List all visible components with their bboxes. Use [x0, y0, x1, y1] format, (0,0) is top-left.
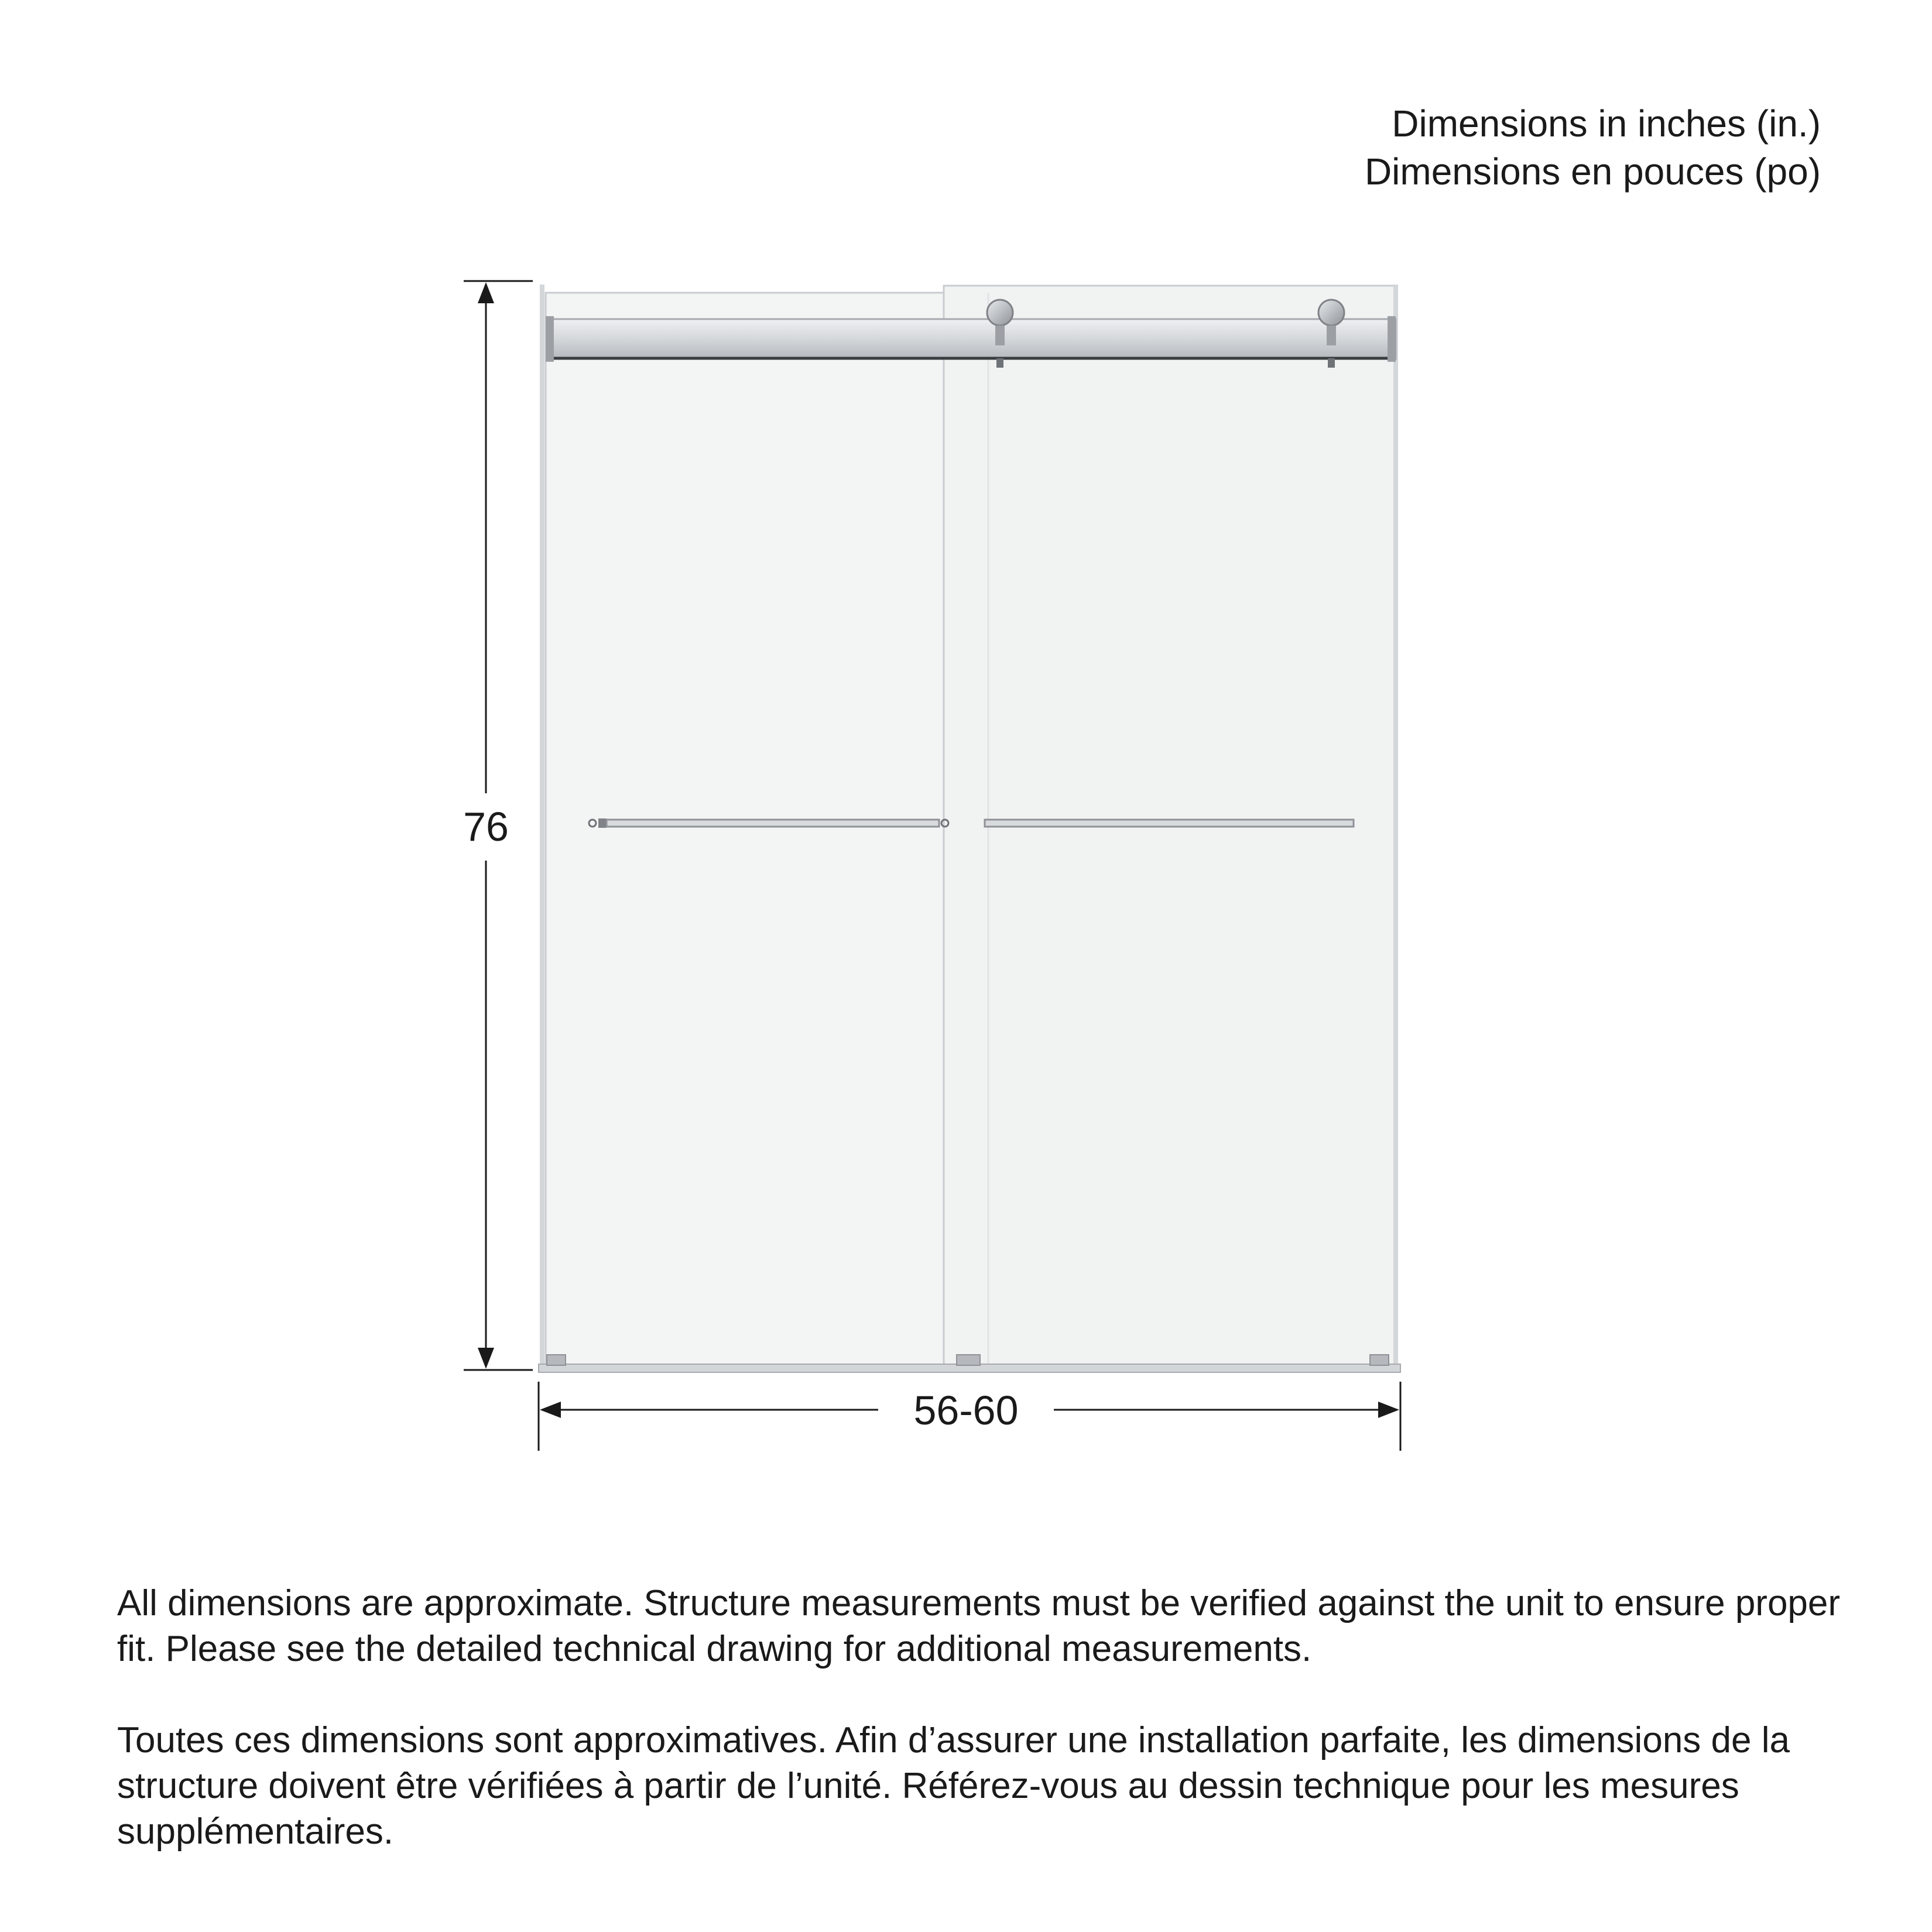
width-arrow-right	[1378, 1402, 1399, 1418]
width-label: 56-60	[913, 1388, 1019, 1433]
roller-knob-right	[1318, 300, 1344, 326]
roller-bracket-left	[996, 358, 1003, 368]
glass-panel-left	[546, 293, 944, 1370]
height-arrow-bottom	[478, 1348, 494, 1369]
height-label: 76	[463, 804, 509, 849]
towel-bar-left	[589, 818, 948, 828]
disclaimer-notes	[117, 1581, 1844, 1900]
rail-end-cap-left	[546, 316, 554, 362]
glass-panel-right	[944, 286, 1395, 1370]
units-french: Dimensions en pouces (po)	[1364, 150, 1821, 193]
rail-end-cap-right	[1388, 316, 1396, 362]
shower-door	[539, 285, 1400, 1372]
width-arrow-left	[540, 1402, 561, 1418]
roller-knob-left	[987, 300, 1013, 326]
roller-stem-left	[995, 326, 1005, 345]
top-roller-rail	[547, 319, 1396, 359]
units-english: Dimensions in inches (in.)	[1392, 102, 1821, 145]
height-arrow-top	[478, 282, 494, 303]
bottom-guide-center	[957, 1355, 980, 1365]
roller-stem-right	[1327, 326, 1336, 345]
disclaimer-english: All dimensions are approximate. Structure measurements must be verified against the unit to ensure proper fit. Please see the detailed technical drawing for additional measurements.	[117, 1583, 1841, 1669]
roller-bracket-right	[1328, 358, 1335, 368]
bottom-guide-left	[547, 1355, 566, 1365]
bottom-guide-right	[1370, 1355, 1389, 1365]
towel-bar-right	[985, 820, 1354, 827]
disclaimer-french: Toutes ces dimensions sont approximatives. Afin d’assurer une installation parfaite, les dimensions de la structure doivent être vérifiées à partir de l’unité. Référez-vous au dessin technique pour les mesures supplémentaires.	[117, 1720, 1790, 1852]
